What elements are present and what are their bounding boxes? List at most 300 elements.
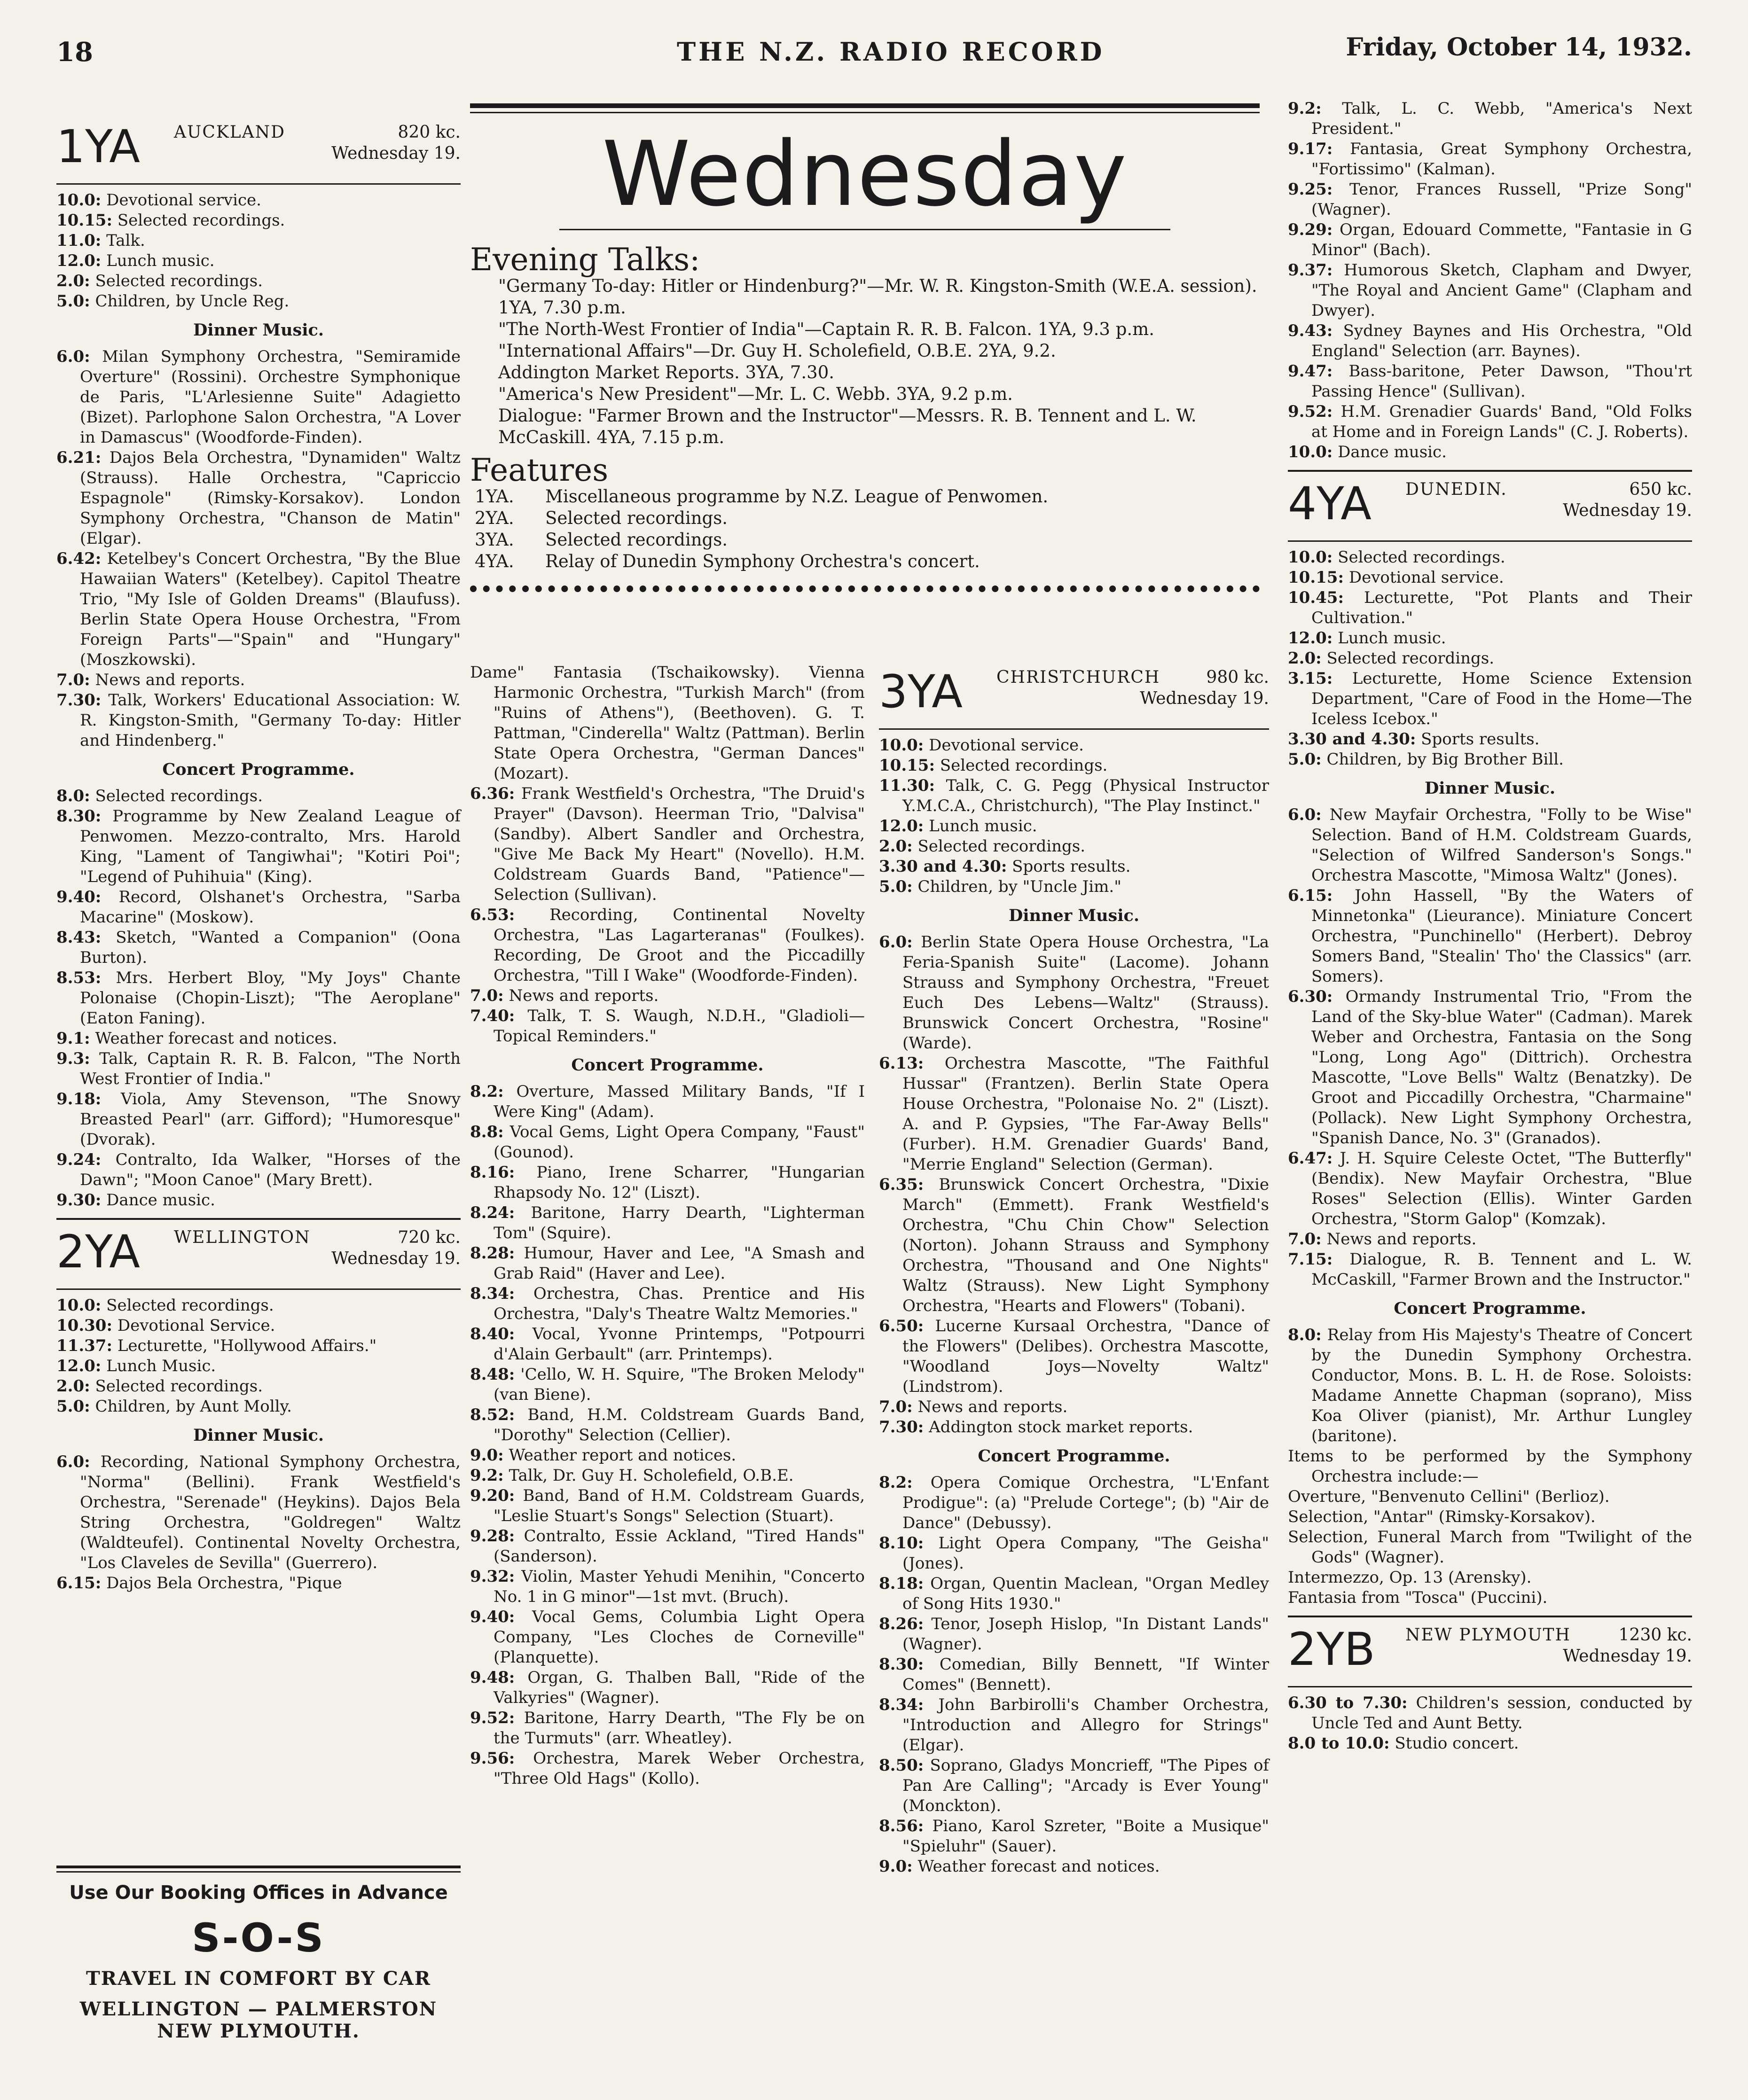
program-item: "Germany To-day: Hitler or Hindenburg?"—Mr. W. R. Kingston-Smith (W.E.A. session). 1YA, 7.30 p.m. [498,276,1257,318]
section-heading: Concert Programme. [571,1055,764,1075]
program-time: 10.0: [879,736,924,755]
divider [1288,1686,1692,1687]
program-item: 6.0: Milan Symphony Orchestra, "Semiramide Overture" (Rossini). Orchestre Symphonique de Paris, "L'Arlesienne Suite" Adagietto (Bizet). Parlophone Salon Orchestra, "A Lover in Damascus" (Woodforde-Finden). [56,347,461,447]
program-item: 7.0: News and reports. [56,671,245,689]
program-time: 9.43: [1288,321,1333,340]
program-time: 8.26: [879,1615,924,1633]
program-time: 8.16: [470,1163,515,1182]
program-item: 8.40: Vocal, Yvonne Printemps, "Potpourri d'Alain Gerbault" (arr. Printemps). [470,1325,865,1364]
program-time: 6.0: [879,933,913,952]
program-time: 11.37: [56,1336,113,1355]
program-time: 7.15: [1288,1250,1333,1269]
program-time: 11.0: [56,231,102,250]
program-item: 11.0: Talk. [56,231,145,250]
divider [470,103,1260,108]
feature-item [475,529,1260,551]
divider [56,183,461,185]
program-item: 7.0: News and reports. [879,1397,1068,1416]
program-item: 5.0: Children, by "Uncle Jim." [879,877,1121,896]
program-item: 3.15: Lecturette, Home Science Extension Department, "Care of Food in the Home—The Iceless Icebox." [1288,669,1692,728]
station-call-sign: 2YB [1288,1623,1375,1676]
station-header-2yb [1288,1620,1692,1681]
program-time: 9.17: [1288,140,1333,158]
program-time: 7.30: [879,1418,924,1436]
program-time: 3.30 and 4.30: [879,857,1007,876]
program-time: 7.0: [1288,1230,1322,1249]
feature-item [475,486,1260,507]
station-day: Wednesday 19. [1140,689,1269,708]
station-day: Wednesday 19. [1563,501,1692,520]
program-time: 5.0: [56,1397,90,1416]
program-item: 6.15: Dajos Bela Orchestra, "Pique [56,1574,342,1593]
program-time: 6.0: [56,347,90,366]
program-time: 6.13: [879,1054,924,1073]
feature-text: Selected recordings. [545,530,728,550]
program-time: 9.47: [1288,362,1333,381]
column-2 [470,663,865,1789]
program-item: 9.30: Dance music. [56,1191,215,1210]
section-heading: Dinner Music. [193,320,324,340]
program-item: 8.53: Mrs. Herbert Bloy, "My Joys" Chante Polonaise (Chopin-Liszt); "The Aeroplane" (Eaton Faning). [56,968,461,1028]
program-time: 9.28: [470,1527,515,1546]
program-item: 5.0: Children, by Uncle Reg. [56,292,290,311]
program-time: 9.32: [470,1567,515,1586]
program-time: 10.30: [56,1316,113,1335]
program-list-3ya-dinner [879,932,1269,1437]
program-item: 9.32: Violin, Master Yehudi Menihin, "Concerto No. 1 in G minor"—1st mvt. (Bruch). [470,1567,865,1606]
program-item: 3.30 and 4.30: Sports results. [879,857,1131,876]
program-item: "International Affairs"—Dr. Guy H. Scholefield, O.B.E. 2YA, 9.2. [498,341,1056,361]
program-time: 6.0: [1288,805,1322,824]
program-time: 9.30: [56,1191,102,1210]
program-list-4ya-dinner [1288,805,1692,1290]
program-item: 8.0: Relay from His Majesty's Theatre of Concert by the Dunedin Symphony Orchestra. Conductor, Mons. B. L. H. de Rose. Soloists: Madame Annette Chapman (soprano), Miss Koa Oliver (pianist), Mr. Arthur Lungley (baritone). [1288,1326,1692,1445]
program-time: 6.42: [56,549,102,568]
program-item: 7.40: Talk, T. S. Waugh, N.D.H., "Gladioli—Topical Reminders." [470,1007,865,1046]
program-item: 6.13: Orchestra Mascotte, "The Faithful Hussar" (Frantzen). Berlin State Opera House Orchestra, "Polonaise No. 2" (Liszt). A. and P. Gypsies, "The Far-Away Bells" (Furber). H.M. Grenadier Guards' Band, "Merrie England" Selection (German). [879,1054,1269,1174]
program-time: 10.0: [56,1296,102,1315]
program-item: 8.34: Orchestra, Chas. Prentice and His Orchestra, "Daly's Theatre Waltz Memories." [470,1284,865,1323]
program-item: Dialogue: "Farmer Brown and the Instructor"—Messrs. R. B. Tennent and L. W. McCaskill. 4YA, 7.15 p.m. [498,406,1197,447]
program-item: 6.50: Lucerne Kursaal Orchestra, "Dance of the Flowers" (Delibes). Orchestra Mascotte, "Woodland Joys—Novelty Waltz" (Lindstrom). [879,1317,1269,1396]
program-list-1ya-concert [56,786,461,1210]
program-time: 6.35: [879,1175,924,1194]
divider [1288,1616,1692,1617]
program-item: Fantasia from "Tosca" (Puccini). [1288,1588,1548,1607]
divider [1288,470,1692,472]
program-time: 7.30: [56,691,102,710]
divider [56,1288,461,1290]
program-item: 9.1: Weather forecast and notices. [56,1029,337,1048]
feature-station: 2YA. [475,508,514,528]
program-item: 9.40: Vocal Gems, Columbia Light Opera Company, "Les Cloches de Corneville" (Planquette). [470,1608,865,1667]
station-call-sign: 3YA [879,665,963,718]
program-item: 9.0: Weather report and notices. [470,1446,737,1465]
program-item: 7.30: Addington stock market reports. [879,1418,1193,1436]
program-list-2ya-concert [470,1082,865,1789]
program-item: 10.15: Selected recordings. [879,756,1108,775]
program-list-4ya-day [1288,547,1692,770]
divider [56,1866,461,1868]
program-item: 6.35: Brunswick Concert Orchestra, "Dixie March" (Emmett). Frank Westfield's Orchestra, "Chu Chin Chow" Selection (Norton). Johann Strauss and Symphony Orchestra, "Thousand and One Nights" Waltz (Strauss). New Light Symphony Orchestra, "Hearts and Flowers" (Tobani). [879,1175,1269,1315]
program-item: 8.2: Overture, Massed Military Bands, "If I Were King" (Adam). [470,1082,865,1121]
program-item: 2.0: Selected recordings. [879,837,1086,856]
program-time: 8.2: [470,1082,504,1101]
program-item: 10.15: Devotional service. [1288,568,1504,587]
program-time: 12.0: [879,817,924,835]
program-item: Selection, Funeral March from "Twilight of the Gods" (Wagner). [1288,1528,1692,1567]
program-item: 2.0: Selected recordings. [56,1377,263,1396]
program-time: 11.30: [879,776,935,795]
program-time: 6.50: [879,1317,924,1335]
section-heading: Dinner Music. [1008,906,1140,925]
program-item: 9.0: Weather forecast and notices. [879,1857,1160,1876]
program-time: 12.0: [1288,629,1333,648]
program-item: 6.15: John Hassell, "By the Waters of Minnetonka" (Lieurance). Miniature Concert Orchestra, "Punchinello" (Herbert). Debroy Somers Band, "Stealin' Tho' the Classics" (arr. Somers). [1288,886,1692,986]
divider [879,728,1269,730]
program-item: 10.15: Selected recordings. [56,211,285,230]
program-time: 10.15: [1288,568,1344,587]
program-time: 9.1: [56,1029,90,1048]
program-item: 7.30: Talk, Workers' Educational Association: W. R. Kingston-Smith, "Germany To-day: Hitler and Hindenberg." [56,691,461,750]
program-item: 9.18: Viola, Amy Stevenson, "The Snowy Breasted Pearl" (arr. Gifford); "Humoresque" (Dvorak). [56,1090,461,1149]
program-item: 6.30 to 7.30: Children's session, conducted by Uncle Ted and Aunt Betty. [1288,1694,1692,1733]
feature-text: Miscellaneous programme by N.Z. League of Penwomen. [545,486,1049,507]
program-time: 6.15: [1288,886,1333,905]
program-list-3ya-day [879,735,1269,897]
program-time: 8.8: [470,1123,504,1141]
features [470,452,1260,572]
program-time: 9.40: [56,888,102,906]
program-item: 2.0: Selected recordings. [56,272,263,290]
program-item: 6.42: Ketelbey's Concert Orchestra, "By the Blue Hawaiian Waters" (Ketelbey). Capitol Theatre Trio, "My Isle of Golden Dreams" (Blaufuss). Berlin State Opera House Orchestra, "From Foreign Parts"—"Spain" and "Hungary" (Moszkowski). [56,549,461,669]
program-time: 9.52: [1288,402,1333,421]
divider [56,1218,461,1220]
program-item: 8.48: 'Cello, W. H. Squire, "The Broken Melody" (van Biene). [470,1365,865,1404]
talks-list [470,275,1260,448]
program-time: 9.0: [879,1857,913,1876]
program-time: 6.15: [56,1574,102,1593]
program-item: 9.52: Baritone, Harry Dearth, "The Fly be on the Turmuts" (arr. Wheatley). [470,1709,865,1748]
station-header-1ya [56,117,461,179]
program-item: 8.2: Opera Comique Orchestra, "L'Enfant Prodigue": (a) "Prelude Cortege"; (b) "Air de Dance" (Debussy). [879,1473,1269,1532]
program-time: 8.56: [879,1817,924,1835]
program-item: 11.37: Lecturette, "Hollywood Affairs." [56,1336,377,1355]
program-item: 7.0: News and reports. [1288,1230,1477,1249]
program-item: 10.0: Selected recordings. [56,1296,274,1315]
program-item: 8.18: Organ, Quentin Maclean, "Organ Medley of Song Hits 1930." [879,1574,1269,1613]
program-item: 8.24: Baritone, Harry Dearth, "Lighterman Tom" (Squire). [470,1203,865,1242]
program-item: 9.56: Orchestra, Marek Weber Orchestra, "Three Old Hags" (Kollo). [470,1749,865,1788]
program-time: 6.21: [56,448,102,467]
program-item: 9.47: Bass-baritone, Peter Dawson, "Thou'rt Passing Hence" (Sullivan). [1288,362,1692,401]
program-item: "America's New President"—Mr. L. C. Webb. 3YA, 9.2 p.m. [498,384,1013,404]
station-city: AUCKLAND [174,123,286,142]
program-time: 10.0: [1288,443,1333,461]
program-list-3ya-concert [879,1473,1269,1877]
program-item: 8.28: Humour, Haver and Lee, "A Smash and Grab Raid" (Haver and Lee). [470,1244,865,1283]
program-list-2ya-dinner-cont [470,663,865,1046]
program-time: 2.0: [56,1377,90,1396]
program-item: 9.43: Sydney Baynes and His Orchestra, "Old England" Selection (arr. Baynes). [1288,321,1692,360]
program-time: 12.0: [56,251,102,270]
program-item: 7.15: Dialogue, R. B. Tennent and L. W. McCaskill, "Farmer Brown and the Instructor." [1288,1250,1692,1289]
program-item: 8.8: Vocal Gems, Light Opera Company, "Faust" (Gounod). [470,1123,865,1162]
program-item: 9.40: Record, Olshanet's Orchestra, "Sarba Macarine" (Moskow). [56,888,461,927]
program-time: 8.28: [470,1244,515,1263]
feature-station: 4YA. [475,551,514,571]
program-item: 6.0: New Mayfair Orchestra, "Folly to be Wise" Selection. Band of H.M. Coldstream Guards, "Selection of Wilfred Sanderson's Songs." Orchestra Mascotte, "Mimosa Waltz" (Jones). [1288,805,1692,885]
program-item: Selection, "Antar" (Rimsky-Korsakov). [1288,1507,1596,1526]
program-time: 9.24: [56,1150,102,1169]
program-item: 6.0: Recording, National Symphony Orchestra, "Norma" (Bellini). Frank Westfield's Orchestra, "Serenade" (Heykins). Dajos Bela String Orchestra, "Goldregen" Waltz (Waldteufel). Continental Novelty Orchestra, "Los Claveles de Sevilla" (Guerrero). [56,1452,461,1572]
page-header [56,33,1692,80]
feature-text: Selected recordings. [545,508,728,528]
program-item: 8.30: Programme by New Zealand League of Penwomen. Mezzo-contralto, Mrs. Harold King, "Lament of Tangiwhai"; "Kotiri Poi"; "Legend of Puhihuia" (King). [56,807,461,886]
station-frequency: 720 kc. [398,1228,461,1247]
program-time: 6.30: [1288,987,1333,1006]
program-time: 9.18: [56,1090,102,1109]
program-time: 8.24: [470,1203,515,1222]
station-day: Wednesday 19. [1563,1647,1692,1666]
program-time: 9.0: [470,1446,504,1465]
program-item: 9.2: Talk, L. C. Webb, "America's Next President." [1288,99,1692,138]
program-time: 7.0: [879,1397,913,1416]
program-time: 6.53: [470,906,515,924]
station-frequency: 1230 kc. [1618,1625,1692,1645]
program-time: 8.18: [879,1574,924,1593]
section-heading: Concert Programme. [162,760,355,779]
divider [56,1871,461,1873]
program-item: 9.48: Organ, G. Thalben Ball, "Ride of the Valkyries" (Wagner). [470,1668,865,1707]
program-item: 7.0: News and reports. [470,986,659,1005]
feature-item [475,551,1260,572]
program-item: 6.0: Berlin State Opera House Orchestra, "La Feria-Spanish Suite" (Lacome). Johann Strauss and Symphony Orchestra, "Freuet Euch Des Lebens—Waltz" (Strauss). Brunswick Concert Orchestra, "Rosine" (Warde). [879,933,1269,1053]
program-time: 8.48: [470,1365,515,1384]
program-time: 7.0: [56,671,90,689]
program-time: 8.2: [879,1473,913,1492]
program-item: 8.0 to 10.0: Studio concert. [1288,1734,1519,1753]
program-list-2ya-day [56,1296,461,1417]
station-city: WELLINGTON [174,1228,311,1247]
program-time: 9.2: [1288,99,1322,118]
program-item: 9.29: Organ, Edouard Commette, "Fantasie in G Minor" (Bach). [1288,220,1692,259]
divider [470,112,1260,113]
station-day: Wednesday 19. [331,1249,461,1268]
program-time: 3.30 and 4.30: [1288,730,1416,749]
program-item: 12.0: Lunch music. [1288,629,1446,648]
program-time: 9.37: [1288,261,1333,280]
program-item: 6.30: Ormandy Instrumental Trio, "From the Land of the Sky-blue Water" (Cadman). Marek Weber and Orchestra, Fantasia on the Song "Long, Long Ago" (Dittrich). Orchestra Mascotte, "Love Bells" Waltz (Benatzky). De Groot and Piccadilly Orchestra, "Charmaine" (Pollack). New Light Symphony Orchestra, "Spanish Dance, No. 3" (Granados). [1288,987,1692,1148]
program-time: 9.3: [56,1049,90,1068]
program-time: 10.0: [1288,548,1333,567]
program-item: 2.0: Selected recordings. [1288,649,1495,668]
station-header-2ya [56,1223,461,1284]
central-panel [470,103,1260,644]
program-item: 6.36: Frank Westfield's Orchestra, "The Druid's Prayer" (Davson). Heerman Trio, "Dalvisa" (Sandby). Albert Sandler and Orchestra, "Give Me Back My Heart" (Novello). H.M. Coldstream Guards Band, "Patience"—Selection (Sullivan). [470,784,865,904]
program-item: 9.20: Band, Band of H.M. Coldstream Guards, "Leslie Stuart's Songs" Selection (Stuart). [470,1486,865,1525]
program-list-3ya-concert-cont [1288,99,1692,462]
program-time: 8.52: [470,1405,515,1424]
masthead: THE N.Z. RADIO RECORD [677,37,1105,67]
day-title: Wednesday [602,122,1128,226]
program-item: 9.37: Humorous Sketch, Clapham and Dwyer, "The Royal and Ancient Game" (Clapham and Dwyer). [1288,261,1692,320]
program-time: 5.0: [56,292,90,311]
program-list-1ya-dinner [56,347,461,751]
section-heading: Concert Programme. [1394,1299,1586,1318]
page-number: 18 [56,37,93,68]
program-time: 5.0: [1288,750,1322,769]
program-item: 9.24: Contralto, Ida Walker, "Horses of the Dawn"; "Moon Canoe" (Mary Brett). [56,1150,461,1189]
program-time: 6.36: [470,784,515,803]
feature-item [475,507,1260,529]
program-item: 8.16: Piano, Irene Scharrer, "Hungarian Rhapsody No. 12" (Liszt). [470,1163,865,1202]
divider [1288,540,1692,542]
program-time: 10.15: [56,211,113,230]
program-time: 8.34: [470,1284,515,1303]
program-list-2ya-dinner [56,1452,461,1593]
program-time: 6.30 to 7.30: [1288,1694,1408,1712]
program-list-2yb [1288,1693,1692,1754]
program-item: 8.34: John Barbirolli's Chamber Orchestra, "Introduction and Allegro for Strings" (Elgar). [879,1695,1269,1755]
program-time: 8.50: [879,1756,924,1775]
program-time: 8.43: [56,928,102,947]
program-time: 9.29: [1288,220,1333,239]
program-time: 8.10: [879,1534,924,1553]
program-item: "The North-West Frontier of India"—Captain R. R. B. Falcon. 1YA, 9.3 p.m. [498,319,1155,339]
program-time: 6.47: [1288,1149,1333,1168]
program-time: 2.0: [1288,649,1322,668]
program-item: 9.28: Contralto, Essie Ackland, "Tired Hands" (Sanderson). [470,1527,865,1566]
travel-advertisement [56,1866,461,2042]
program-time: 3.15: [1288,669,1333,688]
program-time: 9.40: [470,1608,515,1626]
program-item: 11.30: Talk, C. G. Pegg (Physical Instructor Y.M.C.A., Christchurch), "The Play Instinct." [879,776,1269,815]
section-heading: Concert Programme. [978,1446,1170,1466]
program-item: 8.26: Tenor, Joseph Hislop, "In Distant Lands" (Wagner). [879,1615,1269,1654]
program-item: 8.43: Sketch, "Wanted a Companion" (Oona Burton). [56,928,461,967]
station-call-sign: 1YA [56,120,140,173]
program-item: 6.53: Recording, Continental Novelty Orchestra, "Las Lagarteranas" (Foulkes). Recording, De Groot and the Piccadilly Orchestra, "Till I Wake" (Woodforde-Finden). [470,906,865,985]
column-4 [1288,99,1692,1754]
program-item: 12.0: Lunch music. [56,251,215,270]
station-call-sign: 4YA [1288,477,1372,530]
program-time: 9.48: [470,1668,515,1687]
program-item: 10.30: Devotional Service. [56,1316,275,1335]
divider [470,586,1260,593]
program-item: 6.47: J. H. Squire Celeste Octet, "The Butterfly" (Bendix). New Mayfair Orchestra, "Blue Roses" Selection (Ellis). Winter Garden Orchestra, "Storm Galop" (Komzak). [1288,1149,1692,1228]
program-time: 7.0: [470,986,504,1005]
program-item: Addington Market Reports. 3YA, 7.30. [498,362,835,383]
station-city: CHRISTCHURCH [996,668,1160,687]
feature-station: 3YA. [475,530,514,550]
divider [559,229,1170,230]
station-call-sign: 2YA [56,1226,140,1278]
ad-route: WELLINGTON — PALMERSTON NEW PLYMOUTH. [79,1998,438,2042]
program-item: 9.25: Tenor, Frances Russell, "Prize Song" (Wagner). [1288,180,1692,219]
program-item: 3.30 and 4.30: Sports results. [1288,730,1540,749]
program-time: 8.53: [56,968,102,987]
program-item: 12.0: Lunch music. [879,817,1037,835]
program-item: 10.0: Dance music. [1288,443,1447,461]
talks-label: Evening Talks: [470,242,700,278]
program-item: 9.2: Talk, Dr. Guy H. Scholefield, O.B.E. [470,1466,794,1485]
program-time: 8.0: [1288,1326,1322,1344]
station-city: DUNEDIN. [1405,480,1507,499]
program-time: 6.0: [56,1452,90,1471]
program-item: 5.0: Children, by Big Brother Bill. [1288,750,1564,769]
program-time: 7.40: [470,1007,515,1025]
ad-headline: Use Our Booking Offices in Advance [69,1882,448,1904]
program-item: 8.10: Light Opera Company, "The Geisha" (Jones). [879,1534,1269,1573]
station-city: NEW PLYMOUTH [1405,1625,1571,1645]
features-list [470,486,1260,572]
program-time: 10.45: [1288,588,1344,607]
program-item: 8.52: Band, H.M. Coldstream Guards Band, "Dorothy" Selection (Cellier). [470,1405,865,1444]
program-item: Overture, "Benvenuto Cellini" (Berlioz). [1288,1487,1610,1506]
program-item: 8.56: Piano, Karol Szreter, "Boite a Musique" "Spieluhr" (Sauer). [879,1817,1269,1856]
program-item: 10.0: Selected recordings. [1288,548,1505,567]
program-item: 9.17: Fantasia, Great Symphony Orchestra, "Fortissimo" (Kalman). [1288,140,1692,179]
program-time: 9.25: [1288,180,1333,199]
station-frequency: 650 kc. [1629,480,1692,499]
program-time: 8.0: [56,787,90,805]
program-time: 8.0 to 10.0: [1288,1734,1390,1753]
station-frequency: 820 kc. [398,123,461,142]
program-time: 10.15: [879,756,935,775]
section-heading: Dinner Music. [1424,779,1556,798]
program-list-4ya-concert [1288,1325,1692,1608]
program-item: 10.0: Devotional service. [56,191,261,210]
program-time: 9.20: [470,1486,515,1505]
program-time: 8.30: [879,1655,924,1674]
program-item: Items to be performed by the Symphony Orchestra include:— [1288,1447,1692,1486]
program-item: 6.21: Dajos Bela Orchestra, "Dynamiden" Waltz (Strauss). Halle Orchestra, "Capriccio Espagnole" (Rimsky-Korsakov). London Symphony Orchestra, "Chanson de Matin" (Elgar). [56,448,461,548]
features-label: Features [470,452,609,488]
feature-text: Relay of Dunedin Symphony Orchestra's concert. [545,551,980,571]
program-item: 12.0: Lunch Music. [56,1357,216,1375]
column-3 [879,663,1269,1877]
program-time: 2.0: [56,272,90,290]
program-time: 5.0: [879,877,913,896]
station-header-3ya [879,663,1269,724]
program-item: 8.0: Selected recordings. [56,787,263,805]
program-item: 9.3: Talk, Captain R. R. B. Falcon, "The North West Frontier of India." [56,1049,461,1088]
program-time: 9.56: [470,1749,515,1768]
program-item: 9.52: H.M. Grenadier Guards' Band, "Old Folks at Home and in Foreign Lands" (C. J. Roberts). [1288,402,1692,441]
program-item: 8.30: Comedian, Billy Bennett, "If Winter Comes" (Bennett). [879,1655,1269,1694]
column-1 [56,117,461,1593]
ad-tagline: TRAVEL IN COMFORT BY CAR [86,1967,431,1990]
program-list-1ya-day [56,190,461,312]
ad-brand: S-O-S [192,1915,325,1961]
station-day: Wednesday 19. [331,144,461,163]
program-time: 8.34: [879,1695,924,1714]
program-item: Intermezzo, Op. 13 (Arensky). [1288,1568,1532,1587]
feature-station: 1YA. [475,486,514,507]
program-time: 10.0: [56,191,102,210]
program-item: 8.50: Soprano, Gladys Moncrieff, "The Pipes of Pan Are Calling"; "Arcady is Ever Young" (Monckton). [879,1756,1269,1815]
program-time: 9.2: [470,1466,504,1485]
program-item: 10.45: Lecturette, "Pot Plants and Their Cultivation." [1288,588,1692,627]
program-time: 12.0: [56,1357,102,1375]
program-time: 9.52: [470,1709,515,1727]
program-item: Dame" Fantasia (Tschaikowsky). Vienna Harmonic Orchestra, "Turkish March" (from "Ruins of Athens"), (Beethoven). G. T. Pattman, "Cinderella" Waltz (Pattman). Berlin State Opera Orchestra, "German Dances" (Mozart). [470,663,865,783]
program-time: 8.40: [470,1325,515,1343]
program-item: 10.0: Devotional service. [879,736,1084,755]
evening-talks [470,242,1260,448]
station-frequency: 980 kc. [1206,668,1269,687]
